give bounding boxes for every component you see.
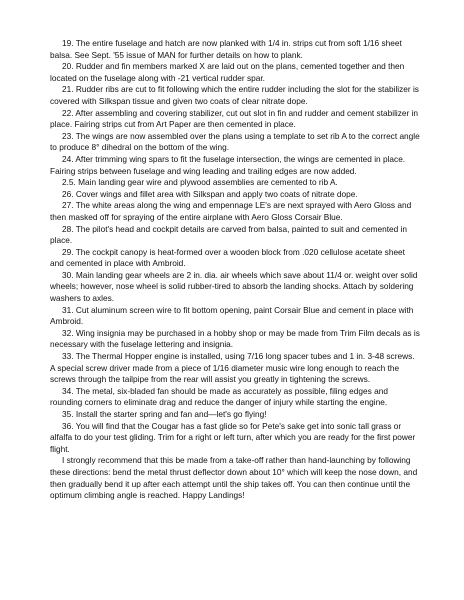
paragraph-step-30: 30. Main landing gear wheels are 2 in. dia. air wheels which save about 11/4 or. weight over solid wheels; however, nose wheel is solid rubber-tired to absorb the landing shocks. Attach by soldering washers to axles.: [50, 269, 418, 304]
paragraph-step-34: 34. The metal, six-bladed fan should be made as accurately as possible, filing edges and rounding corners to eliminate drag and reduce the danger of injury while starting the engine.: [50, 385, 388, 408]
paragraph-step-33: 33. The Thermal Hopper engine is installed, using 7/16 long spacer tubes and 1 in. 3-48 screws. A special screw driver made from a piece of 1/16 diameter music wire long enough to reach the screws through the tailpipe from the rear will assist you greatly in tightening the screws.: [50, 351, 415, 385]
paragraph-step-21: 21. Rudder ribs are cut to fit following which the entire rudder including the slot for the stabilizer is covered with Silkspan tissue and given two coats of clear nitrate dope.: [50, 84, 419, 106]
paragraph-closing-recommendation: I strongly recommend that this be made from a take-off rather than hand-launching by following these directions: bend the metal thrust deflector down about 10° which will keep the nose down, and then gradually bend it up after each attempt until the ship takes off. You can then continue until the optimum climbing angle is reached. Happy Landings!: [50, 455, 418, 501]
paragraph-step-31: 31. Cut aluminum screen wire to fit bottom opening, paint Corsair Blue and cement in place with Ambroid.: [50, 304, 414, 327]
paragraph-step-35: 35. Install the starter spring and fan and—let's go flying!: [62, 409, 267, 419]
paragraph-step-26: 26. Cover wings and fillet area with Silkspan and apply two coats of nitrate dope.: [62, 188, 358, 199]
paragraph-step-23: 23. The wings are now assembled over the plans using a template to set rib A to the correct angle to produce 8° dihedral on the bottom of the wing.: [50, 130, 420, 153]
paragraph-step-20: 20. Rudder and fin members marked X are laid out on the plans, cemented together and then located on the fuselage along with -21 vertical rudder spar.: [50, 61, 405, 83]
paragraph-step-19: 19. The entire fuselage and hatch are now planked with 1/4 in. strips cut from soft 1/16 sheet balsa. See Sept. '55 issue of MAN for further details on how to plank.: [50, 38, 402, 60]
paragraph-step-29: 29. The cockpit canopy is heat-formed over a wooden block from .020 cellulose acetate sheet and cemented in place with Ambroid.: [50, 246, 405, 269]
document-page: [50, 38, 420, 502]
paragraph-step-27: 27. The white areas along the wing and empennage LE's are next sprayed with Aero Gloss and then masked off for spraying of the entire airplane with Aero Gloss Corsair Blue.: [50, 200, 412, 222]
paragraph-step-36: 36. You will find that the Cougar has a fast glide so for Pete's sake get into sonic tall grass or alfalfa to do your test gliding. Trim for a right or left turn, after which you are ready for the first power flight.: [50, 420, 416, 454]
paragraph-step-24: 24. After trimming wing spars to fit the fuselage intersection, the wings are cemented in place. Fairing strips between fuselage and wing leading and trailing edges are now added.: [50, 153, 406, 176]
paragraph-step-28: 28. The pilot's head and cockpit details are carved from balsa, painted to suit and cemented in place.: [50, 223, 408, 246]
paragraph-step-32: 32. Wing insignia may be purchased in a hobby shop or may be made from Trim Film decals as is necessary with the fuselage lettering and insignia.: [50, 327, 420, 350]
paragraph-step-25: 2.5. Main landing gear wire and plywood assemblies are cemented to rib A.: [62, 177, 338, 188]
paragraph-step-22: 22. After assembling and covering stabilizer, cut out slot in fin and rudder and cement stabilizer in place. Fairing strips cut from Art Paper are then cemented in place.: [50, 107, 419, 130]
